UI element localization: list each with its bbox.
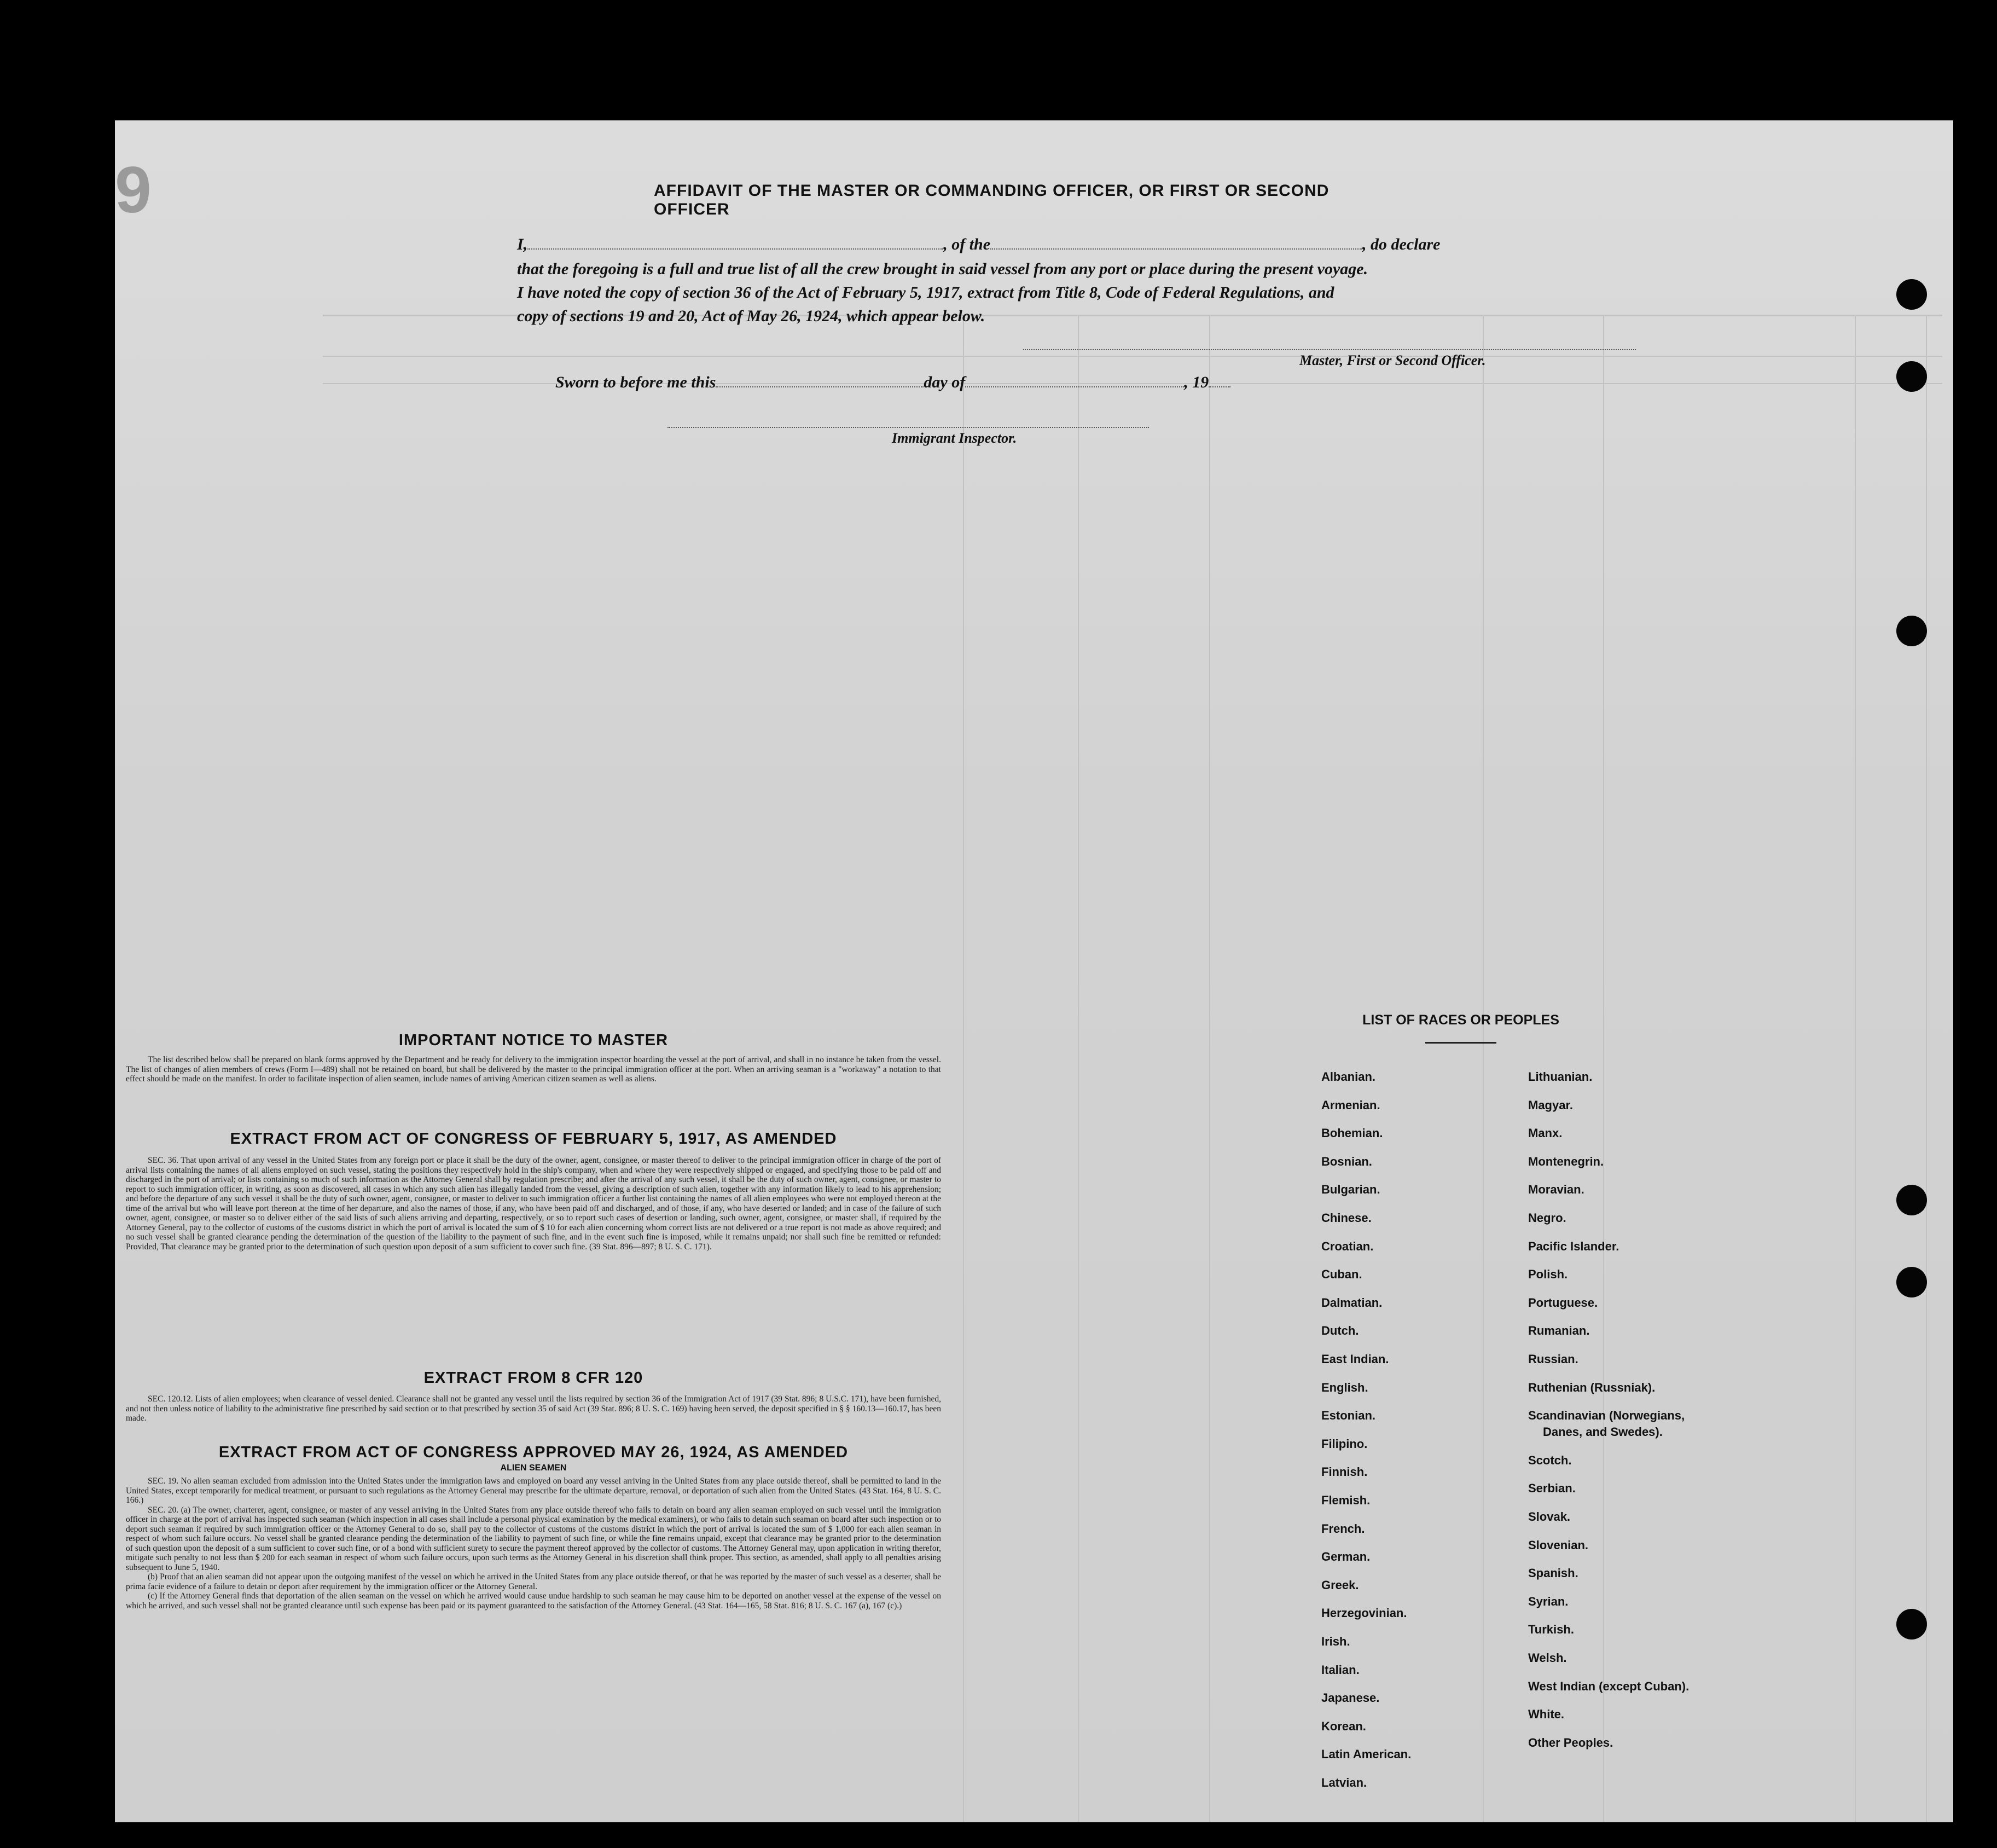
extract-1924-title: EXTRACT FROM ACT OF CONGRESS APPROVED MAY 26, 1924, AS AMENDED	[218, 1444, 849, 1461]
year-blank	[1209, 386, 1230, 387]
extract-cfr-body	[126, 1394, 941, 1423]
race-item: Other Peoples.	[1528, 1735, 1613, 1749]
race-item: Filipino.	[1321, 1436, 1368, 1451]
race-item: Portuguese.	[1528, 1295, 1598, 1310]
race-item: Japanese.	[1321, 1691, 1380, 1705]
affidavit-line-4: copy of sections 19 and 20, Act of May 26, 1924, which appear below.	[517, 307, 985, 325]
race-item: Rumanian.	[1528, 1324, 1590, 1338]
affidavit-line-3: I have noted the copy of section 36 of the Act of February 5, 1917, extract from Title 8, Code of Federal Regulations, and	[517, 283, 1334, 302]
name-blank	[527, 248, 943, 250]
master-signature-line	[1023, 349, 1636, 350]
day-blank	[716, 386, 924, 387]
ghost-rule	[1926, 315, 1927, 1822]
extract-cfr-title: EXTRACT FROM 8 CFR 120	[423, 1369, 643, 1387]
inspector-signature-line	[667, 427, 1149, 428]
ghost-rule	[1078, 315, 1079, 1822]
ghost-rule	[1483, 315, 1484, 1822]
race-item: Latin American.	[1321, 1747, 1412, 1762]
race-item: French.	[1321, 1521, 1365, 1536]
race-item: Dutch.	[1321, 1324, 1359, 1338]
race-item: Flemish.	[1321, 1493, 1371, 1507]
binder-hole	[1896, 1185, 1927, 1215]
binder-hole	[1896, 279, 1927, 310]
race-item: Italian.	[1321, 1662, 1360, 1677]
ghost-rule	[963, 315, 964, 1822]
race-item: Manx.	[1528, 1126, 1563, 1140]
race-item: Greek.	[1321, 1578, 1359, 1592]
ghost-rule	[323, 356, 1942, 357]
race-item: Welsh.	[1528, 1651, 1567, 1665]
ghost-rule	[1855, 315, 1856, 1822]
race-item: Russian.	[1528, 1352, 1578, 1366]
affidavit-title: AFFIDAVIT OF THE MASTER OR COMMANDING OFFICER, OR FIRST OR SECOND OFFICER	[654, 182, 1330, 218]
race-item: Irish.	[1321, 1635, 1350, 1648]
extract-1924-body	[126, 1476, 941, 1611]
race-item: Lithuanian.	[1528, 1070, 1593, 1084]
race-item: Bohemian.	[1321, 1126, 1383, 1140]
race-item: Slovak.	[1528, 1510, 1571, 1523]
race-item: Syrian.	[1528, 1594, 1569, 1608]
ghost-rule	[1603, 315, 1604, 1822]
year-prefix: , 19	[1184, 373, 1209, 391]
race-item: Croatian.	[1321, 1239, 1374, 1253]
master-label: Master, First or Second Officer.	[1299, 352, 1486, 368]
race-item: Korean.	[1321, 1719, 1366, 1733]
race-item: English.	[1321, 1380, 1368, 1394]
race-item: Bulgarian.	[1321, 1183, 1380, 1197]
race-item: Bosnian.	[1321, 1154, 1372, 1168]
affidavit-line-1	[517, 235, 1557, 254]
race-item: Moravian.	[1528, 1183, 1584, 1197]
month-blank	[965, 386, 1184, 387]
notice-title: IMPORTANT NOTICE TO MASTER	[398, 1032, 669, 1049]
race-item: Scandinavian (Norwegians,	[1528, 1409, 1685, 1423]
race-item: Dalmatian.	[1321, 1295, 1383, 1310]
races-rule	[1425, 1042, 1496, 1044]
ghost-rule	[1209, 315, 1210, 1822]
race-item: Estonian.	[1321, 1409, 1376, 1423]
race-item: Armenian.	[1321, 1098, 1380, 1112]
affidavit-declare: , do declare	[1362, 235, 1441, 253]
race-item: Danes, and Swedes).	[1543, 1425, 1663, 1439]
race-item: Herzegovinian.	[1321, 1606, 1407, 1620]
race-item: Latvian.	[1321, 1776, 1367, 1789]
races-title: LIST OF RACES OR PEOPLES	[1362, 1012, 1559, 1028]
section-20a: SEC. 20. (a) The owner, charterer, agent, consignee, or master of any vessel arriving in the United States from any place outside thereof who fails to detain on board any alien seaman employed on such vessel until the immigration officer in charge at the port of arrival has inspected such seaman (which inspection in all cases shall include a personal physical examination by the medical examiners), or who fails to detain such seaman on board after such inspection or to deport such seaman if required by such immigration officer or the Attorney General to do so, shall pay to the collector of customs of the customs district in which the port of arrival is located the sum of $ 1,000 for each alien seaman in respect of whom such failure occurs. No vessel shall be granted clearance pending the determination of the liability to payment of such fine, or while the fine remains unpaid, except that clearance may be granted prior to the determination of such question upon the deposit of a sum sufficient to cover such fine, or of a bond with sufficient surety to secure the payment thereof approved by the collector of customs. The Attorney General may, upon application in writing therefor, mitigate such penalty to not less than $ 200 for each seaman in respect of whom such failure occurs, upon such terms as the Attorney General in his discretion shall think proper. This section, as amended, shall apply to all penalties arising subsequent to June 5, 1940.	[126, 1505, 941, 1572]
affidavit-line-2: that the foregoing is a full and true list of all the crew brought in said vessel from any port or place during the present voyage.	[517, 260, 1368, 278]
sworn-text: Sworn to before me this	[555, 373, 716, 391]
race-item: Serbian.	[1528, 1481, 1576, 1496]
race-item: Cuban.	[1321, 1267, 1362, 1282]
affidavit-of-the: , of the	[943, 235, 991, 253]
section-19: SEC. 19. No alien seaman excluded from admission into the United States under the immigration laws and employed on board any vessel arriving in the United States from any place outside thereof, shall be permitted to land in the United States, except temporarily for medical treatment, or pursuant to such regulations as the Attorney General may prescribe for the ultimate departure, removal, or deportation of such alien from the United States. (43 Stat. 164, 8 U. S. C. 166.)	[126, 1476, 941, 1505]
race-item: Montenegrin.	[1528, 1154, 1604, 1168]
inspector-label: Immigrant Inspector.	[892, 430, 1017, 446]
section-20c: (c) If the Attorney General finds that deportation of the alien seaman on the vessel on which he arrived would cause undue hardship to such seaman he may cause him to be deported on another vessel at the expense of the vessel on which he arrived, and such vessel shall not be granted clearance until such expense has been paid or its payment guaranteed to the satisfaction of the Attorney General. (43 Stat. 164—165, 58 Stat. 816; 8 U. S. C. 167 (a), 167 (c).)	[126, 1591, 941, 1611]
race-item: White.	[1528, 1707, 1564, 1722]
race-item: Turkish.	[1528, 1623, 1574, 1637]
race-item: Scotch.	[1528, 1453, 1572, 1467]
race-item: Albanian.	[1321, 1070, 1376, 1084]
race-item: East Indian.	[1321, 1352, 1389, 1366]
race-item: German.	[1321, 1550, 1371, 1564]
vessel-blank	[990, 248, 1362, 250]
notice-paragraph: The list described below shall be prepared on blank forms approved by the Department and be ready for delivery to the immigration inspector boarding the vessel at the port of arrival, and shall in no instance be taken from the vessel. The list of changes of alien members of crews (Form I—489) shall not be retained on board, but shall be delivered by the master to the principal immigration officer at the port. When an arriving seaman is a "workaway" a notation to that effect should be made on the manifest. In order to facilitate inspection of alien seamen, include names of arriving American citizen seamen as well as aliens.	[126, 1055, 941, 1084]
race-item: Finnish.	[1321, 1465, 1368, 1479]
section-20b: (b) Proof that an alien seaman did not appear upon the outgoing manifest of the vessel on which he arrived in the United States from any place outside thereof, or that he was reported by the master of such vessel as a deserter, shall be prima facie evidence of a failure to detain or deport after requirement by the immigration officer or the Attorney General.	[126, 1572, 941, 1591]
race-item: Negro.	[1528, 1211, 1566, 1225]
race-item: Spanish.	[1528, 1566, 1578, 1580]
extract-1917-title: EXTRACT FROM ACT OF CONGRESS OF FEBRUARY 5, 1917, AS AMENDED	[230, 1130, 837, 1148]
binder-hole	[1896, 361, 1927, 392]
race-item: Pacific Islander.	[1528, 1239, 1619, 1253]
affidavit-i: I,	[517, 235, 528, 253]
sheet-number: 9	[115, 153, 152, 227]
notice-body	[126, 1055, 941, 1084]
binder-hole	[1896, 616, 1927, 646]
section-120-12: SEC. 120.12. Lists of alien employees; when clearance of vessel denied. Clearance shall not be granted any vessel until the lists required by section 36 of the Immigration Act of 1917 (39 Stat. 896; 8 U.S.C. 171), have been furnished, and not then unless notice of liability to the administrative fine prescribed by said section or to that prescribed by section 35 of said Act (39 Stat. 896; 8 U. S. C. 169) having been served, the deposit specified in § § 160.13—160.17, has been made.	[126, 1394, 941, 1423]
race-item: West Indian (except Cuban).	[1528, 1679, 1690, 1693]
race-item: Polish.	[1528, 1267, 1568, 1282]
sworn-line	[555, 373, 1595, 392]
race-item: Chinese.	[1321, 1211, 1372, 1225]
race-item: Slovenian.	[1528, 1538, 1589, 1552]
binder-hole	[1896, 1267, 1927, 1297]
alien-seamen-subtitle: ALIEN SEAMEN	[500, 1463, 567, 1473]
section-36: SEC. 36. That upon arrival of any vessel in the United States from any foreign port or place it shall be the duty of the owner, agent, consignee, or master thereof to deliver to the principal immigration officer in charge of the port of arrival lists containing the names of all aliens employed on such vessel, stating the positions they respectively hold in the ship's company, when and where they were respectively shipped or engaged, and specifying those to be paid off and discharged in the port of arrival; or lists containing so much of such information as the Attorney General shall by regulation prescribe; and after the arrival of any such vessel, it shall be the duty of such owner, agent, consignee, or master to report to such immigration officer, in writing, as soon as discovered, all cases in which any such alien has illegally landed from the vessel, giving a description of such alien, together with any information likely to lead to his apprehension; and before the departure of any such vessel it shall be the duty of such owner, agent, consignee, or master to deliver to such immigration officer a further list containing the names of all alien employees who were not employed thereon at the time of the arrival but who will leave port thereon at the time of her departure, and also the names of those, if any, who have been paid off and discharged, and of those, if any, who have deserted or landed; and in case of the failure of such owner, agent, consignee, or master so to deliver either of the said lists of such aliens arriving and departing, respectively, or so to report such cases of desertion or landing, such owner, agent, consignee, or master shall, if required by the Attorney General, pay to the collector of customs of the customs district in which the port of arrival is located the sum of $ 10 for each alien concerning whom correct lists are not delivered or a true report is not made as above required; and no such vessel shall be granted clearance pending the determination of the question of the liability to the payment of such fine, and in the event such fine is imposed, while it remains unpaid; nor shall such fine be remitted or refunded: Provided, That clearance may be granted prior to the determination of such question upon deposit of a sum sufficient to cover such fine. (39 Stat. 896—897; 8 U. S. C. 171).	[126, 1156, 941, 1252]
race-item: Magyar.	[1528, 1098, 1573, 1112]
day-of-text: day of	[924, 373, 966, 391]
document-page	[115, 120, 1953, 1822]
race-item: Ruthenian (Russniak).	[1528, 1380, 1656, 1394]
binder-hole	[1896, 1609, 1927, 1640]
extract-1917-body	[126, 1156, 941, 1252]
